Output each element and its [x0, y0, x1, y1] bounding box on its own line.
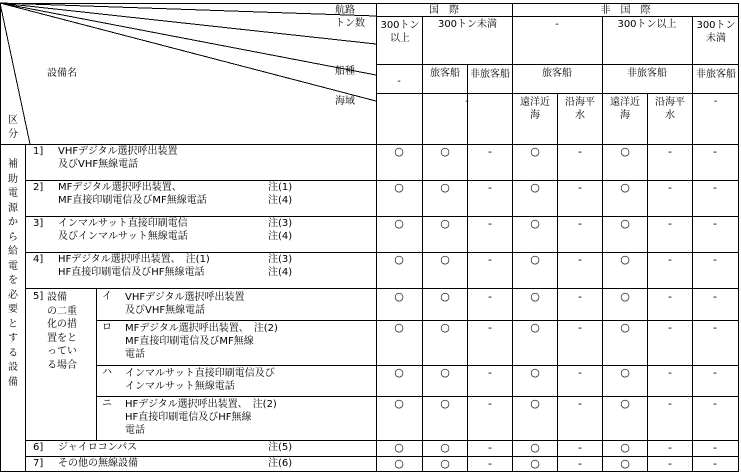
row-3-mark-5: - — [578, 217, 582, 230]
row-1-number: 1] — [33, 146, 44, 157]
row-4-mark-2: ○ — [440, 253, 450, 266]
dual-sub-3-mark-2: ○ — [440, 366, 450, 379]
row-3-note2: 注(4) — [268, 231, 293, 242]
dual-sub-4-text: HFデジタル選択呼出装置、 注(2) HF直接印刷電信及びHF無線 電話 — [125, 399, 277, 436]
dual-sub-2-mark-6: ○ — [620, 321, 630, 334]
dual-sub-1-mark-8: - — [713, 290, 717, 303]
row-2-line2: MF直接印刷電信及びMF無線電話 — [58, 195, 207, 206]
row-4-mark-3: - — [488, 253, 492, 266]
row-2-note2: 注(4) — [268, 195, 293, 206]
dual-sub-4-mark-1: ○ — [394, 397, 404, 410]
row-2-line1: MFデジタル選択呼出装置、 — [58, 182, 182, 193]
tail-row-1-number: 6] — [33, 442, 44, 453]
row-1-mark-2: ○ — [440, 145, 450, 158]
row-2-mark-8: - — [713, 181, 717, 194]
tail-row-1-text: ジャイロコンパス — [58, 442, 138, 453]
nonintl-nonpassenger-header: 非旅客船 — [627, 68, 667, 79]
tail-row-1-mark-2: ○ — [440, 441, 450, 454]
category-label: 区分 — [8, 115, 18, 140]
international-header: 国 際 — [429, 5, 459, 16]
row-2-number: 2] — [33, 182, 44, 193]
row-3-mark-1: ○ — [394, 217, 404, 230]
row-3-line1: インマルサット直接印刷電信 — [58, 218, 188, 229]
row-3-note1: 注(3) — [268, 218, 293, 229]
tail-row-2-number: 7] — [33, 458, 44, 469]
row-3-line2: 及びインマルサット無線電話 — [58, 231, 188, 242]
row-4-note1: 注(3) — [268, 254, 293, 265]
tail-row-2-mark-8: - — [713, 457, 717, 470]
row-1-line1: VHFデジタル選択呼出装置 — [58, 146, 178, 157]
row-1-mark-5: - — [578, 145, 582, 158]
row-2-mark-4: ○ — [530, 181, 540, 194]
dual-sub-3-letter: ハ — [102, 367, 112, 378]
nonintl-under-nonpassenger-header: 非旅客船 — [696, 69, 736, 80]
nonintl-ton300-under: 300トン未満 — [696, 20, 736, 44]
row-1-mark-8: - — [713, 145, 717, 158]
facility-name-label: 設備名 — [47, 68, 77, 79]
dual-sub-3-mark-7: - — [668, 366, 672, 379]
non-passenger-header: 非旅客船 — [470, 69, 510, 80]
tonnage-label: トン数 — [335, 18, 365, 29]
dual-sub-2-mark-2: ○ — [440, 321, 450, 334]
row-1-mark-7: - — [668, 145, 672, 158]
row-3-mark-6: ○ — [620, 217, 630, 230]
row-3-number: 3] — [33, 218, 44, 229]
tail-row-2-mark-6: ○ — [620, 457, 630, 470]
dual-sub-4-mark-3: - — [488, 397, 492, 410]
row-2-mark-3: - — [488, 181, 492, 194]
coastal-2: 沿海平水 — [655, 97, 685, 121]
dual-sub-3-mark-6: ○ — [620, 366, 630, 379]
dual-sub-3-mark-4: ○ — [530, 366, 540, 379]
nonintl-passenger-header: 旅客船 — [542, 68, 572, 79]
side-category-label: 補助電源から給電を必要とする設備 — [8, 159, 18, 388]
dual-sub-3-mark-5: - — [578, 366, 582, 379]
tail-row-2-mark-4: ○ — [530, 457, 540, 470]
nonintl-ton300-over: 300トン以上 — [617, 19, 677, 30]
row-2-mark-2: ○ — [440, 181, 450, 194]
dual-sub-4-mark-4: ○ — [530, 397, 540, 410]
row-3-mark-4: ○ — [530, 217, 540, 230]
tail-row-2-mark-7: - — [668, 457, 672, 470]
sea-area-label: 海域 — [335, 96, 355, 107]
dual-sub-2-text: MFデジタル選択呼出装置、 注(2) MF直接印刷電信及びMF無線 電話 — [125, 323, 278, 360]
dual-label: 設備 の二重 化の措 置をと ってい る場合 — [47, 292, 77, 371]
nonintl-under-sea-dash: - — [713, 96, 718, 107]
dual-sub-3-mark-8: - — [713, 366, 717, 379]
row-4-line1: HFデジタル選択呼出装置、 注(1) — [58, 254, 210, 265]
row-1-mark-1: ○ — [394, 145, 404, 158]
row-4-mark-1: ○ — [394, 253, 404, 266]
row-4-mark-4: ○ — [530, 253, 540, 266]
tail-row-2-text: その他の無線設備 — [58, 458, 138, 469]
row-4-mark-8: - — [713, 253, 717, 266]
row-2-mark-5: - — [578, 181, 582, 194]
dual-sub-3-text: インマルサット直接印刷電信及び インマルサット無線電話 — [125, 368, 275, 392]
dual-number: 5] — [33, 291, 44, 302]
dual-sub-1-letter: イ — [102, 291, 112, 302]
row-4-mark-6: ○ — [620, 253, 630, 266]
dual-sub-2-mark-7: - — [668, 321, 672, 334]
tail-row-2-mark-2: ○ — [440, 457, 450, 470]
ocean-near-2: 遠洋近海 — [610, 97, 640, 121]
dual-sub-2-mark-5: - — [578, 321, 582, 334]
row-1-mark-3: - — [488, 145, 492, 158]
dual-sub-4-mark-2: ○ — [440, 397, 450, 410]
coastal-1: 沿海平水 — [565, 97, 595, 121]
row-4-mark-5: - — [578, 253, 582, 266]
non-international-header: 非 国 際 — [600, 5, 651, 16]
row-3-mark-2: ○ — [440, 217, 450, 230]
tail-row-1-mark-5: - — [578, 441, 582, 454]
dual-sub-1-mark-3: - — [488, 290, 492, 303]
ship-type-label: 船種 — [335, 66, 355, 77]
dual-sub-4-letter: ニ — [102, 398, 112, 409]
route-label: 航路 — [335, 5, 355, 16]
row-1-mark-6: ○ — [620, 145, 630, 158]
dual-sub-1-mark-2: ○ — [440, 290, 450, 303]
tail-row-2-mark-3: - — [488, 457, 492, 470]
ocean-near-1: 遠洋近海 — [520, 97, 550, 121]
intl-sea-dash: - — [465, 96, 469, 107]
row-3-mark-3: - — [488, 217, 492, 230]
dual-sub-1-mark-7: - — [668, 290, 672, 303]
row-4-line2: HF直接印刷電信及びHF無線電話 — [58, 267, 205, 278]
dual-sub-3-mark-3: - — [488, 366, 492, 379]
dual-sub-2-mark-3: - — [488, 321, 492, 334]
row-2-mark-1: ○ — [394, 181, 404, 194]
row-1-line2: 及びVHF無線電話 — [58, 159, 139, 170]
dual-sub-4-mark-6: ○ — [620, 397, 630, 410]
tail-row-1-mark-7: - — [668, 441, 672, 454]
tail-row-1-mark-6: ○ — [620, 441, 630, 454]
tail-row-2-mark-5: - — [578, 457, 582, 470]
passenger-ship-header: 旅客船 — [430, 68, 460, 79]
row-1-mark-4: ○ — [530, 145, 540, 158]
dual-sub-4-mark-8: - — [713, 397, 717, 410]
dual-sub-1-mark-6: ○ — [620, 290, 630, 303]
dual-sub-2-letter: ロ — [102, 322, 112, 333]
row-2-mark-6: ○ — [620, 181, 630, 194]
tail-row-2-mark-1: ○ — [394, 457, 404, 470]
dual-sub-1-mark-5: - — [578, 290, 582, 303]
dual-sub-2-mark-4: ○ — [530, 321, 540, 334]
dual-sub-3-mark-1: ○ — [394, 366, 404, 379]
dual-sub-4-mark-5: - — [578, 397, 582, 410]
dual-sub-1-text: VHFデジタル選択呼出装置 及びVHF無線電話 — [125, 292, 245, 316]
dual-sub-1-mark-4: ○ — [530, 290, 540, 303]
tail-row-1-mark-8: - — [713, 441, 717, 454]
intl-ton300-under: 300トン未満 — [437, 19, 498, 30]
dual-sub-1-mark-1: ○ — [394, 290, 404, 303]
intl-over-ship-dash: - — [397, 76, 401, 87]
tail-row-1-mark-3: - — [488, 441, 492, 454]
dual-sub-2-mark-1: ○ — [394, 321, 404, 334]
row-3-mark-8: - — [713, 217, 717, 230]
intl-ton300-over: 300トン以上 — [380, 20, 420, 44]
dual-sub-2-mark-8: - — [713, 321, 717, 334]
row-4-mark-7: - — [668, 253, 672, 266]
row-2-mark-7: - — [668, 181, 672, 194]
tail-row-2-note: 注(6) — [268, 458, 293, 469]
row-3-mark-7: - — [668, 217, 672, 230]
tail-row-1-note: 注(5) — [268, 442, 293, 453]
tail-row-1-mark-1: ○ — [394, 441, 404, 454]
row-2-note1: 注(1) — [268, 182, 293, 193]
dual-sub-4-mark-7: - — [668, 397, 672, 410]
tail-row-1-mark-4: ○ — [530, 441, 540, 454]
row-4-note2: 注(4) — [268, 267, 293, 278]
row-4-number: 4] — [33, 254, 44, 265]
nonintl-dash-header: - — [555, 19, 559, 30]
